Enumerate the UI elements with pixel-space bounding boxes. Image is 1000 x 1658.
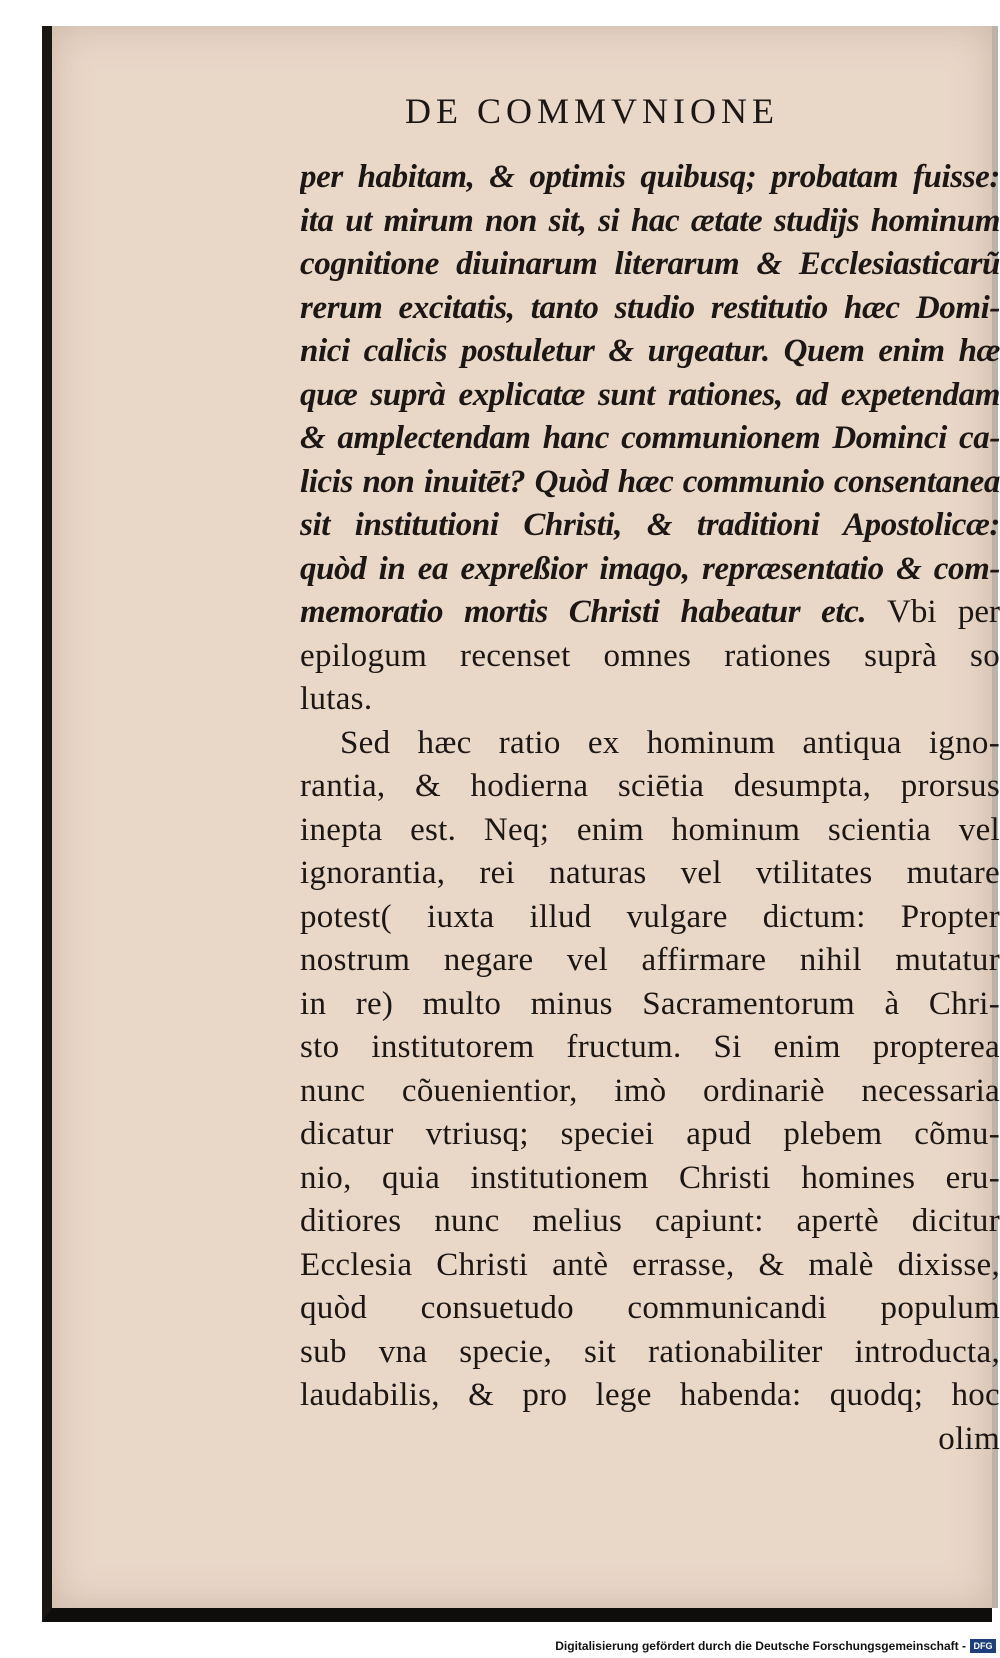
roman-segment: Vbi per (887, 594, 1000, 630)
page-text (300, 156, 1000, 1461)
text-line: nunc cõuenientior, imò ordinariè necessaria (300, 1072, 1000, 1109)
book-page (42, 26, 1000, 1622)
funding-credit: Digitalisierung gefördert durch die Deutsche Forschungsgemeinschaft - (555, 1639, 966, 1653)
text-line: lutas. (300, 681, 373, 717)
text-line: cognitione diuinarum literarum & Ecclesiasticarũ (300, 246, 1000, 282)
text-line: licis non inuitēt? Quòd hæc communio consentanea (300, 463, 1000, 500)
text-line: potest( iuxta illud vulgare dictum: Propter (300, 898, 1000, 935)
text-line: laudabilis, & pro lege habenda: quodq; hoc (300, 1377, 1000, 1413)
text-line: quæ suprà explicatæ sunt rationes, ad expetendam (300, 376, 1000, 413)
text-line: per habitam, & optimis quibusq; probatam fuisse: (300, 159, 1000, 195)
text-line: rantia, & hodierna sciētia desumpta, prorsus (300, 768, 1000, 804)
mixed-text-line (300, 591, 1000, 635)
text-line: sit institutioni Christi, & traditioni Apostolicæ: (300, 507, 1000, 543)
text-line: ita ut mirum non sit, si hac ætate studijs hominum (300, 202, 1000, 239)
text-line: sub vna specie, sit rationabiliter introducta, (300, 1333, 1000, 1370)
paragraph (300, 722, 1000, 1462)
text-line: Sed hæc ratio ex hominum antiqua igno- (340, 724, 1000, 761)
text-line: in re) multo minus Sacramentorum à Chri- (300, 985, 1000, 1022)
text-line: quòd in ea expreßior imago, repræsentatio & com- (300, 550, 1000, 587)
text-line: dicatur vtriusq; speciei apud plebem cõmu- (300, 1116, 1000, 1152)
text-line: nio, quia institutionem Christi homines eru- (300, 1159, 1000, 1196)
text-line: rerum excitatis, tanto studio restitutio hæc Domi- (300, 289, 1000, 326)
catchword: olim (938, 1420, 1000, 1457)
italic-quotation (300, 156, 1000, 635)
text-line: ditiores nunc melius capiunt: apertè dicitur (300, 1203, 1000, 1239)
text-line: sto institutorem fructum. Si enim propterea (300, 1029, 1000, 1065)
text-line: inepta est. Neq; enim hominum scientia vel (300, 811, 1000, 848)
running-header: DE COMMVNIONE (405, 91, 779, 131)
dfg-logo[interactable]: DFG (970, 1639, 996, 1653)
italic-segment: memoratio mortis Christi habeatur etc. (300, 594, 867, 630)
text-line: nostrum negare vel affirmare nihil mutatur (300, 942, 1000, 978)
text-line: epilogum recenset omnes rationes suprà so (300, 637, 1000, 674)
text-line: nici calicis postuletur & urgeatur. Quem enim hæ (300, 333, 1000, 369)
text-line: Ecclesia Christi antè errasse, & malè dixisse, (300, 1246, 1000, 1283)
footer-bar (0, 1636, 1000, 1658)
text-line: & amplectendam hanc communionem Dominci ca- (300, 420, 1000, 456)
roman-continuation (300, 635, 1000, 722)
text-line: quòd consuetudo communicandi populum (300, 1290, 1000, 1326)
text-line: ignorantia, rei naturas vel vtilitates mutare (300, 855, 1000, 891)
